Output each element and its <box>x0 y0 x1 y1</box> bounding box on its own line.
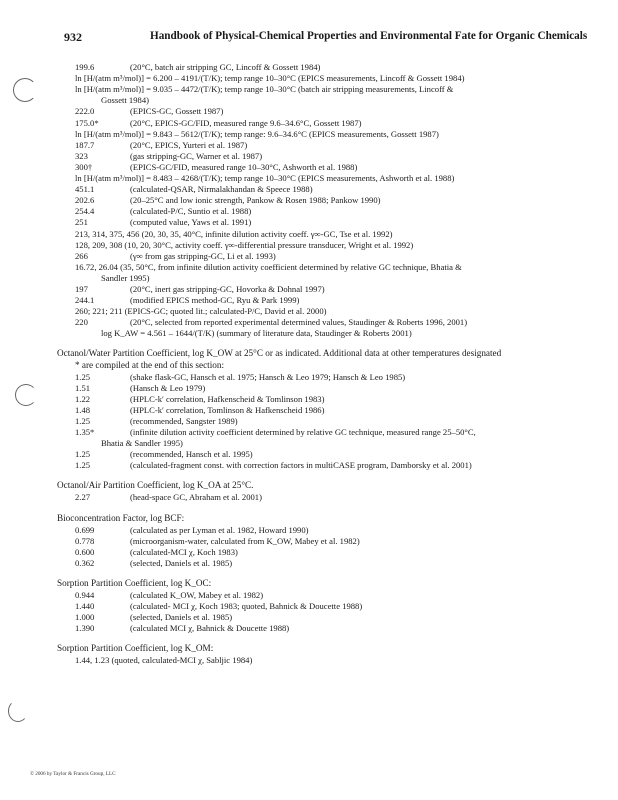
row-value: 1.25 <box>75 460 91 471</box>
row-text: ln [H/(atm m³/mol)] = 8.483 – 4268/(T/K); temp range 10–30°C (EPICS measurements, Ashworth et al. 1988) <box>75 173 455 183</box>
row-text: Bhatia & Sandler 1995) <box>101 438 183 449</box>
row-description: (EPICS-GC, Gossett 1987) <box>130 106 224 117</box>
row-value: 266 <box>75 250 88 261</box>
row-description: (calculated-P/C, Suntio et al. 1988) <box>130 206 252 217</box>
row-description: (recommended, Hansch et al. 1995) <box>130 449 253 460</box>
row-text: ln [H/(atm m³/mol)] = 9.035 – 4472/(T/K); temp range 10–30°C (batch air stripping measurements, Lincoff & <box>75 84 454 95</box>
row-text: ln [H/(atm m³/mol)] = 9.843 – 5612/(T/K); temp range: 9.6–34.6°C (EPICS measurements, Gossett 1987) <box>75 128 439 139</box>
row-value: 1.35* <box>75 427 95 437</box>
row-description: (20°C, inert gas stripping-GC, Hovorka & Dohnal 1997) <box>130 284 325 294</box>
row-text: 213, 314, 375, 456 (20, 30, 35, 40°C, infinite dilution activity coeff. γ∞-GC, Tse et al. 1992) <box>75 228 393 239</box>
row-value: 323 <box>75 150 88 161</box>
row-value: 300† <box>75 161 93 172</box>
row-value: 1.51 <box>75 382 91 393</box>
row-value: 1.22 <box>75 393 91 404</box>
row-value: 254.4 <box>75 206 95 217</box>
row-description: (selected, Daniels et al. 1985) <box>130 557 233 568</box>
row-text: 260; 221; 211 (EPICS-GC; quoted lit.; calculated-P/C, David et al. 2000) <box>75 306 327 317</box>
row-value: 0.600 <box>75 546 95 557</box>
section-heading: Octanol/Water Partition Coefficient, log K_OW at 25°C or as indicated. Additional data at other temperatures designated <box>57 347 502 358</box>
row-value: 244.1 <box>75 295 95 306</box>
row-value: 2.27 <box>75 492 91 503</box>
section-heading: Bioconcentration Factor, log BCF: <box>57 512 185 523</box>
row-value: 1.48 <box>75 404 91 415</box>
section-heading: Octanol/Air Partition Coefficient, log K_OA at 25°C. <box>57 480 254 491</box>
row-description: (EPICS-GC/FID, measured range 10–30°C, Ashworth et al. 1988) <box>130 161 358 172</box>
row-text: Sandler 1995) <box>101 272 150 283</box>
row-description: (HPLC-k′ correlation, Tomlinson & Hafkenscheid 1986) <box>130 404 325 415</box>
row-value: 222.0 <box>75 106 95 117</box>
row-description: (calculated as per Lyman et al. 1982, Howard 1990) <box>130 524 309 535</box>
row-value: 199.6 <box>75 62 95 72</box>
row-text: 128, 209, 308 (10, 20, 30°C, activity coeff. γ∞-differential pressure transducer, Wright et al. 1992) <box>75 239 414 250</box>
row-description: (recommended, Sangster 1989) <box>130 415 238 426</box>
row-value: 175.0* <box>75 117 99 128</box>
row-description: (calculated MCI χ, Bahnick & Doucette 1988) <box>130 623 290 634</box>
row-description: (20–25°C and low ionic strength, Pankow & Rosen 1988; Pankow 1990) <box>130 195 381 206</box>
row-text: log K_AW = 4.561 – 1644/(T/K) (summary of literature data, Staudinger & Roberts 2001) <box>101 328 412 339</box>
row-description: (20°C, EPICS-GC/FID, measured range 9.6–34.6°C, Gossett 1987) <box>130 117 362 128</box>
row-value: 197 <box>75 284 88 294</box>
row-description: (selected, Daniels et al. 1985) <box>130 612 233 623</box>
row-description: (γ∞ from gas stripping-GC, Li et al. 1993) <box>130 250 276 261</box>
row-description: (calculated-fragment const. with correction factors in multiCASE program, Damborsky et al. 2001) <box>130 460 472 471</box>
row-description: (microorganism-water, calculated from K_OW, Mabey et al. 1982) <box>130 535 360 546</box>
row-text: ln [H/(atm m³/mol)] = 6.200 – 4191/(T/K); temp range 10–30°C (EPICS measurements, Lincoff & Gossett 1984) <box>75 73 465 84</box>
row-value: 0.699 <box>75 524 95 535</box>
row-description: (gas stripping-GC, Warner et al. 1987) <box>130 150 263 161</box>
row-description: (calculated-MCI χ, Koch 1983) <box>130 546 238 557</box>
row-description: (head-space GC, Abraham et al. 2001) <box>130 492 262 503</box>
row-value: 1.000 <box>75 612 95 623</box>
row-description: (modified EPICS method-GC, Ryu & Park 1999) <box>130 295 300 306</box>
section-heading: Sorption Partition Coefficient, log K_OM: <box>57 643 214 654</box>
row-description: (20°C, batch air stripping GC, Lincoff & Gossett 1984) <box>130 62 321 72</box>
row-description: (Hansch & Leo 1979) <box>130 382 206 393</box>
row-value: 251 <box>75 217 88 228</box>
row-description: (HPLC-k′ correlation, Hafkenscheid & Tomlinson 1983) <box>130 393 325 404</box>
row-description: (infinite dilution activity coefficient determined by relative GC technique, measured range 25–50°C, <box>130 427 476 437</box>
running-header: Handbook of Physical-Chemical Properties and Environmental Fate for Organic Chemicals <box>150 30 588 42</box>
row-description: (calculated-QSAR, Nirmalakhandan & Speece 1988) <box>130 184 313 195</box>
row-text: 1.44, 1.23 (quoted, calculated-MCI χ, Sabljic 1984) <box>75 655 253 666</box>
row-value: 1.25 <box>75 449 91 460</box>
section-heading: Sorption Partition Coefficient, log K_OC: <box>57 577 212 588</box>
row-description: (shake flask-GC, Hansch et al. 1975; Hansch & Leo 1979; Hansch & Leo 1985) <box>130 371 406 382</box>
page-number: 932 <box>64 30 82 44</box>
row-text: Gossett 1984) <box>101 95 149 106</box>
row-value: 0.778 <box>75 535 95 546</box>
row-value: 0.944 <box>75 589 95 600</box>
row-description: (20°C, selected from reported experimental determined values, Staudinger & Roberts 1996, 2001) <box>130 317 468 328</box>
punch-hole <box>8 700 28 722</box>
row-description: (calculated- MCI χ, Koch 1983; quoted, Bahnick & Doucette 1988) <box>130 601 363 611</box>
punch-hole <box>13 78 37 102</box>
row-value: 1.390 <box>75 623 95 634</box>
row-value: 0.362 <box>75 557 95 568</box>
row-value: 1.25 <box>75 415 91 426</box>
row-description: (computed value, Yaws et al. 1991) <box>130 217 252 228</box>
row-value: 202.6 <box>75 195 95 206</box>
row-value: 187.7 <box>75 139 95 150</box>
copyright-footer: © 2006 by Taylor & Francis Group, LLC <box>30 771 116 777</box>
row-value: 220 <box>75 317 88 328</box>
row-text: 16.72, 26.04 (35, 50°C, from infinite dilution activity coefficient determined by relative GC technique, Bhatia & <box>75 261 462 272</box>
row-value: 1.25 <box>75 371 91 382</box>
punch-hole <box>15 384 37 406</box>
row-value: 451.1 <box>75 184 95 195</box>
section-heading-continued: * are compiled at the end of this section: <box>75 359 224 370</box>
row-value: 1.440 <box>75 601 95 611</box>
row-description: (calculated K_OW, Mabey et al. 1982) <box>130 589 264 600</box>
row-description: (20°C, EPICS, Yurteri et al. 1987) <box>130 139 248 150</box>
